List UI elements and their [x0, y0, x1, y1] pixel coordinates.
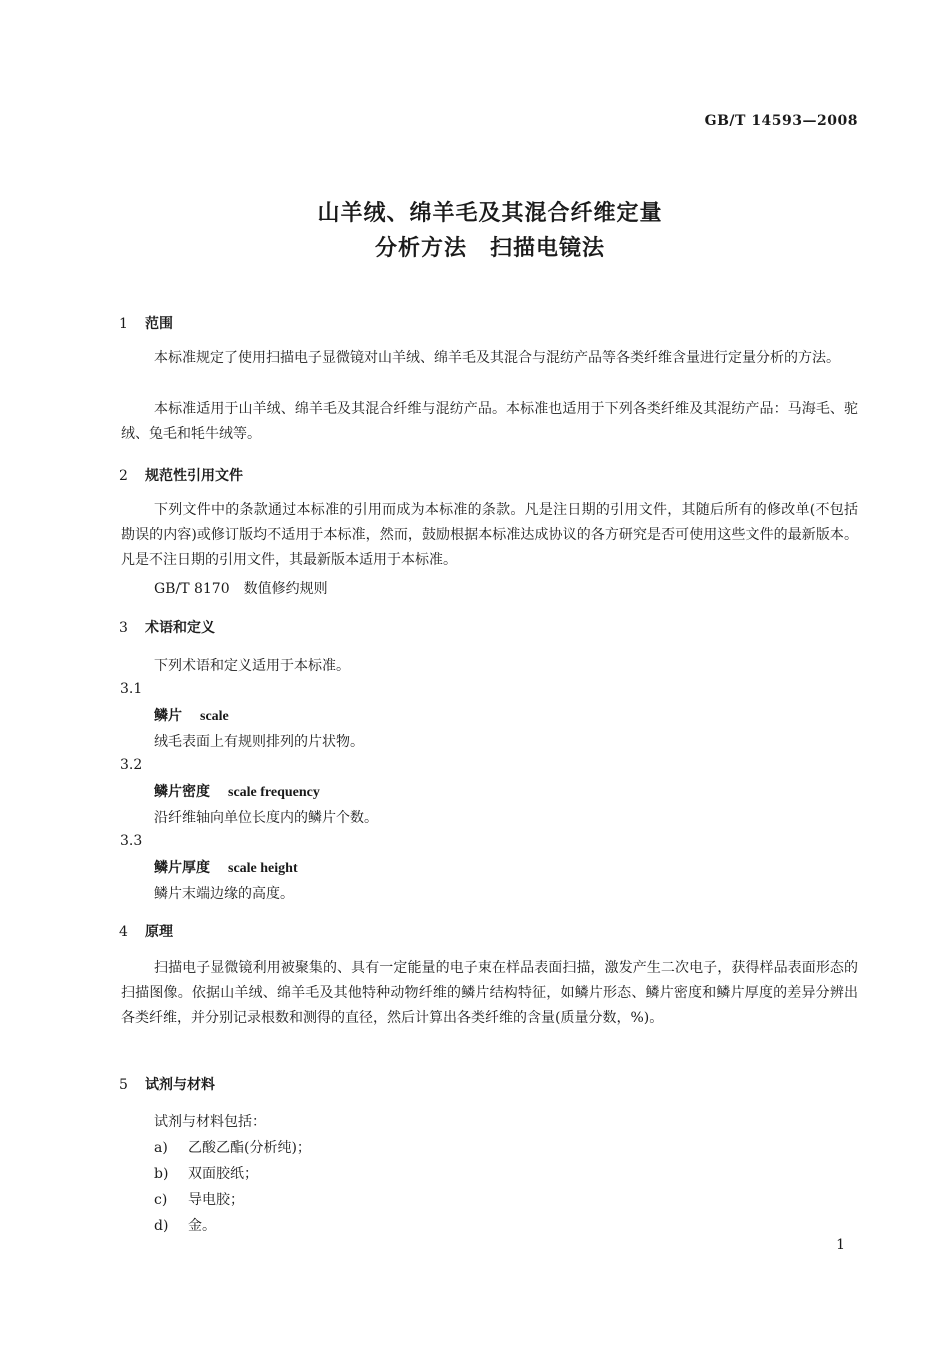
list-item-letter: a)	[154, 1140, 168, 1156]
section-3-intro: 下列术语和定义适用于本标准。	[154, 658, 350, 674]
term-entry	[154, 781, 320, 801]
term-english: scale	[200, 709, 229, 724]
section-title: 范围	[145, 316, 173, 332]
section-number: 2	[119, 468, 128, 484]
clause-number: 3.3	[120, 833, 143, 849]
list-item	[154, 1189, 244, 1209]
section-3-heading	[119, 617, 215, 637]
list-item-letter: d)	[154, 1218, 169, 1234]
list-item-text: 导电胶；	[188, 1192, 244, 1208]
term-chinese: 鳞片	[154, 708, 182, 724]
list-item-text: 双面胶纸；	[188, 1166, 258, 1182]
list-item-text: 金。	[188, 1218, 216, 1234]
section-1-heading	[119, 313, 173, 333]
list-item	[154, 1137, 311, 1157]
list-item	[154, 1215, 216, 1235]
section-title: 术语和定义	[145, 620, 215, 636]
list-item-letter: b)	[154, 1166, 169, 1182]
section-4-heading	[119, 921, 173, 941]
section-number: 1	[119, 316, 128, 332]
term-entry	[154, 857, 298, 877]
section-2-paragraph-1: 下列文件中的条款通过本标准的引用而成为本标准的条款。凡是注日期的引用文件，其随后所有的修改单(不包括勘误的内容)或修订版均不适用于本标准，然而，鼓励根据本标准达成协议的各方研究是否可使用这些文件的最新版本。凡是不注日期的引用文件，其最新版本适用于本标准。	[121, 502, 858, 568]
section-2-heading	[119, 465, 243, 485]
section-title: 试剂与材料	[145, 1077, 215, 1093]
standard-number: GB/T 14593—2008	[704, 113, 858, 129]
term-english: scale height	[228, 861, 298, 876]
page-number: 1	[836, 1237, 845, 1253]
section-title: 规范性引用文件	[145, 468, 243, 484]
section-number: 5	[119, 1077, 128, 1093]
clause-number: 3.2	[120, 757, 143, 773]
term-definition: 鳞片末端边缘的高度。	[154, 886, 294, 902]
term-chinese: 鳞片密度	[154, 784, 210, 800]
section-4-paragraph-1: 扫描电子显微镜利用被聚集的、具有一定能量的电子束在样品表面扫描，激发产生二次电子，获得样品表面形态的扫描图像。依据山羊绒、绵羊毛及其他特种动物纤维的鳞片结构特征，如鳞片形态、鳞片密度和鳞片厚度的差异分辨出各类纤维，并分别记录根数和测得的直径，然后计算出各类纤维的含量(质量分数，%)。	[121, 960, 858, 1026]
section-number: 4	[119, 924, 128, 940]
section-5-intro: 试剂与材料包括：	[154, 1114, 266, 1130]
section-title: 原理	[145, 924, 173, 940]
section-number: 3	[119, 620, 128, 636]
term-definition: 沿纤维轴向单位长度内的鳞片个数。	[154, 810, 378, 826]
list-item-text: 乙酸乙酯(分析纯)；	[188, 1140, 311, 1156]
normative-reference: GB/T 8170 数值修约规则	[154, 581, 328, 597]
section-1-paragraph-2: 本标准适用于山羊绒、绵羊毛及其混合纤维与混纺产品。本标准也适用于下列各类纤维及其混纺产品：马海毛、驼绒、兔毛和牦牛绒等。	[121, 401, 858, 442]
document-title-line2: 分析方法 扫描电镜法	[374, 235, 605, 261]
term-entry	[154, 705, 229, 725]
list-item	[154, 1163, 258, 1183]
term-english: scale frequency	[228, 785, 320, 800]
term-definition: 绒毛表面上有规则排列的片状物。	[154, 734, 364, 750]
list-item-letter: c)	[154, 1192, 168, 1208]
term-chinese: 鳞片厚度	[154, 860, 210, 876]
clause-number: 3.1	[120, 681, 143, 697]
section-1-paragraph-1: 本标准规定了使用扫描电子显微镜对山羊绒、绵羊毛及其混合与混纺产品等各类纤维含量进行定量分析的方法。	[154, 350, 840, 366]
document-title-line1: 山羊绒、绵羊毛及其混合纤维定量	[317, 200, 663, 226]
section-5-heading	[119, 1074, 215, 1094]
